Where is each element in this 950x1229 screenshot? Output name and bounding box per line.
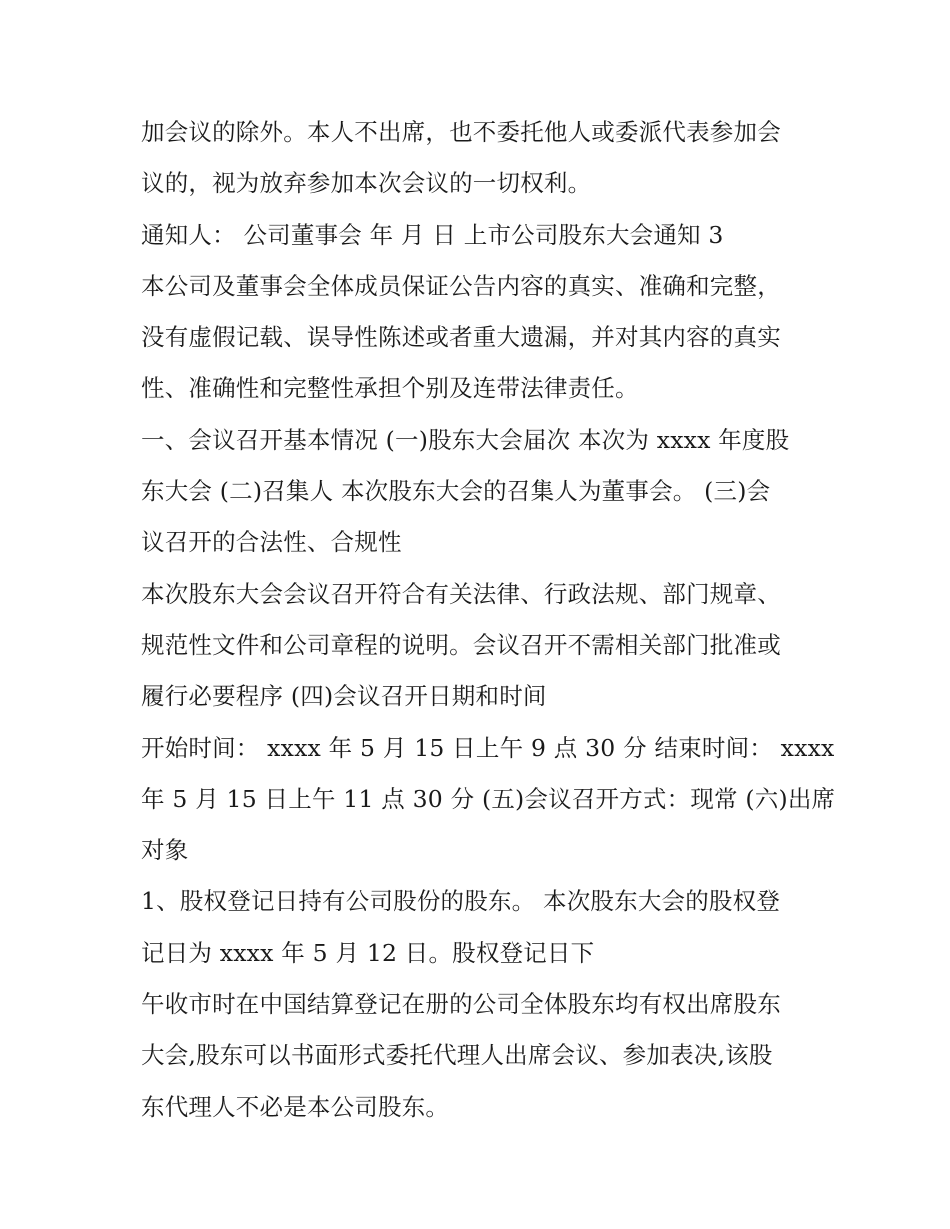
- text-line: 对象: [141, 836, 189, 865]
- text-line: 履行必要程序 (四)会议召开日期和时间: [141, 682, 547, 711]
- document-body: [141, 107, 836, 1133]
- text-line: 年 5 月 15 日上午 11 点 30 分 (五)会议召开方式：现常 (六)出席: [141, 784, 836, 813]
- text-line: 东代理人不必是本公司股东。: [141, 1092, 450, 1121]
- text-line: 规范性文件和公司章程的说明。会议召开不需相关部门批准或: [141, 630, 781, 659]
- notifier-line: 通知人： 公司董事会 年 月 日 上市公司股东大会通知 3: [141, 220, 724, 249]
- text-line: 东大会 (二)召集人 本次股东大会的召集人为董事会。 (三)会: [141, 477, 771, 506]
- text-line: 本公司及董事会全体成员保证公告内容的真实、准确和完整，: [141, 271, 781, 300]
- text-line: 加会议的除外。本人不出席，也不委托他人或委派代表参加会: [141, 118, 781, 146]
- text-line: 1、股权登记日持有公司股份的股东。 本次股东大会的股权登: [141, 887, 781, 916]
- text-line: 性、准确性和完整性承担个别及连带法律责任。: [141, 374, 639, 403]
- text-line: 议召开的合法性、合规性: [141, 528, 402, 557]
- text-line: 记日为 xxxx 年 5 月 12 日。股权登记日下: [141, 938, 595, 967]
- text-line: 大会,股东可以书面形式委托代理人出席会议、参加表决,该股: [141, 1041, 773, 1070]
- text-line: 本次股东大会会议召开符合有关法律、行政法规、部门规章、: [141, 579, 781, 608]
- meeting-time-line: 开始时间： xxxx 年 5 月 15 日上午 9 点 30 分 结束时间： xxxx: [141, 733, 835, 762]
- text-line: 没有虚假记载、误导性陈述或者重大遗漏，并对其内容的真实: [141, 323, 781, 352]
- text-line: 议的，视为放弃参加本次会议的一切权利。: [141, 169, 592, 198]
- section-heading-line: 一、会议召开基本情况 (一)股东大会届次 本次为 xxxx 年度股: [141, 425, 790, 454]
- text-line: 午收市时在中国结算登记在册的公司全体股东均有权出席股东: [141, 990, 781, 1019]
